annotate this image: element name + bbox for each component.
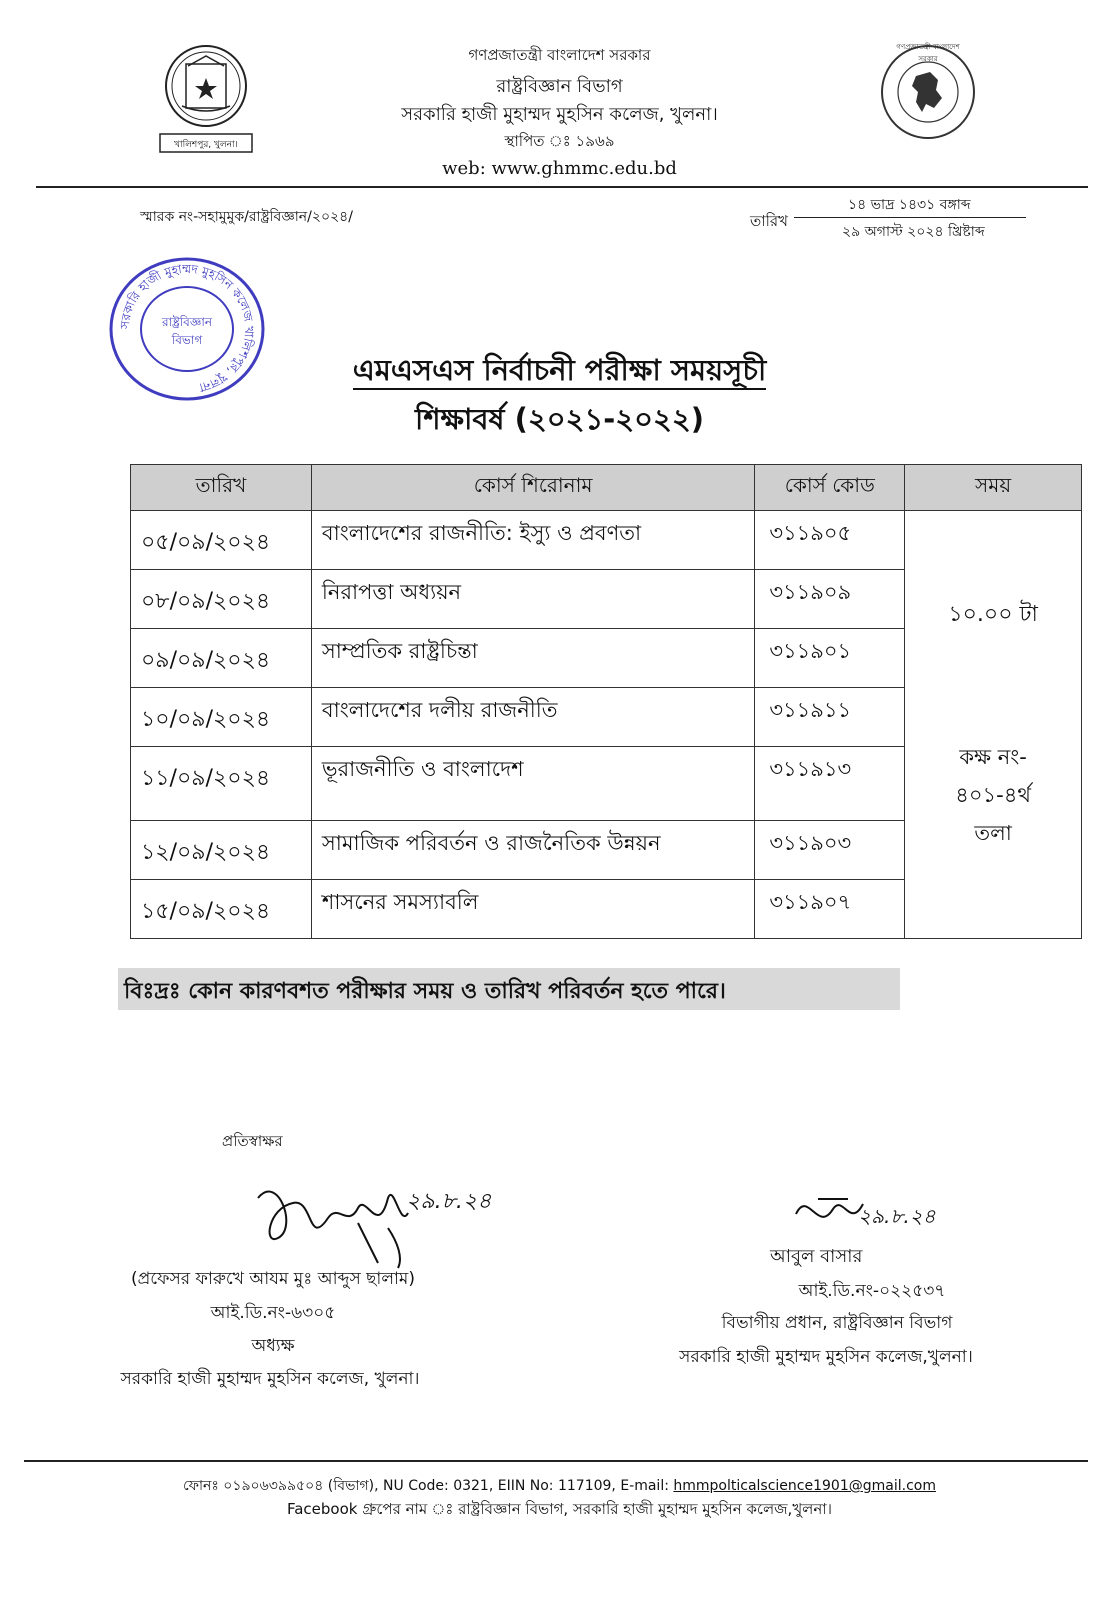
course-code: ৩১১৯০১ <box>755 629 905 688</box>
time-room-cell <box>905 511 1082 939</box>
course-title: ভূরাজনীতি ও বাংলাদেশ <box>311 747 754 821</box>
head-organization: সরকারি হাজী মুহাম্মদ মুহসিন কলেজ,খুলনা। <box>679 1347 973 1367</box>
principal-role: অধ্যক্ষ <box>251 1336 295 1356</box>
notice-banner: বিঃদ্রঃ কোন কারণবশত পরীক্ষার সময় ও তারিখ পরিবর্তন হতে পারে। <box>118 968 900 1010</box>
head-role: বিভাগীয় প্রধান, রাষ্ট্রবিজ্ঞান বিভাগ <box>721 1313 953 1333</box>
exam-date: ১২/০৯/২০২৪ <box>131 821 312 880</box>
date-gregorian: ২৯ অগাস্ট ২০২৪ খ্রিষ্টাব্দ <box>842 224 985 240</box>
exam-date: ০৮/০৯/২০২৪ <box>131 570 312 629</box>
footer-divider <box>24 1460 1088 1462</box>
course-title: বাংলাদেশের দলীয় রাজনীতি <box>311 688 754 747</box>
exam-date: ১০/০৯/২০২৪ <box>131 688 312 747</box>
page-title-text: এমএসএস নির্বাচনী পরীক্ষা সময়সূচী <box>353 353 767 390</box>
footer-contact-text: ফোনঃ ০১৯০৬৩৯৯৫০৪ (বিভাগ), NU Code: 0321, EIIN No: 117109, E-mail: <box>183 1478 674 1494</box>
exam-date: ১৫/০৯/২০২৪ <box>131 880 312 939</box>
course-code: ৩১১৯০৭ <box>755 880 905 939</box>
table-header-row <box>131 465 1082 511</box>
countersign-label: প্রতিস্বাক্ষর <box>222 1132 283 1150</box>
seal-text: গণপ্রজাতন্ত্রী বাংলাদেশ সরকার <box>896 43 960 63</box>
header-established: স্থাপিত ঃ ১৯৬৯ <box>504 132 615 150</box>
course-code: ৩১১৯১৩ <box>755 747 905 821</box>
stamp-center-line1: রাষ্ট্রবিজ্ঞান <box>162 315 212 329</box>
exam-date: ০৫/০৯/২০২৪ <box>131 511 312 570</box>
principal-name: (প্রফেসর ফারুখে আযম মুঃ আব্দুস ছালাম) <box>130 1269 416 1289</box>
footer-contact <box>0 1474 1119 1498</box>
head-signature <box>788 1184 963 1244</box>
head-id: আই.ডি.নং-০২২৫৩৭ <box>798 1281 946 1301</box>
date-label: তারিখ <box>750 212 788 230</box>
page-subtitle: শিক্ষাবর্ষ (২০২১-২০২২) <box>415 402 704 436</box>
principal-signature-date: ২৯.৮.২৪ <box>406 1189 492 1214</box>
exam-date: ১১/০৯/২০২৪ <box>131 747 312 821</box>
room-line-2: ৪০১-৪র্থ <box>955 783 1031 807</box>
exam-time: ১০.০০ টা <box>948 602 1038 627</box>
header-government: গণপ্রজাতন্ত্রী বাংলাদেশ সরকার <box>468 46 651 64</box>
header-date: তারিখ <box>131 465 312 511</box>
course-title: সাম্প্রতিক রাষ্ট্রচিন্তা <box>311 629 754 688</box>
date-bengali: ১৪ ভাদ্র ১৪৩১ বঙ্গাব্দ <box>848 197 971 213</box>
room-line-3: তলা <box>974 821 1012 845</box>
logo-caption: খালিশপুর, খুলনা। <box>174 140 238 150</box>
date-divider <box>794 217 1026 218</box>
head-signature-date: ২৯.৮.২৪ <box>858 1204 936 1228</box>
stamp-center-line2: বিভাগ <box>171 333 203 347</box>
course-code: ৩১১৯০৫ <box>755 511 905 570</box>
memo-reference: স্মারক নং-সহামুমুক/রাষ্ট্রবিজ্ঞান/২০২৪/ <box>140 209 353 225</box>
header-course-code: কোর্স কোড <box>755 465 905 511</box>
page-title <box>0 348 1119 397</box>
footer-email-link[interactable]: hmmpolticalscience1901@gmail.com <box>673 1478 936 1494</box>
header-website: web: www.ghmmc.edu.bd <box>442 158 677 179</box>
principal-organization: সরকারি হাজী মুহাম্মদ মুহসিন কলেজ, খুলনা। <box>120 1369 420 1389</box>
principal-signature <box>238 1168 508 1273</box>
exam-date: ০৯/০৯/২০২৪ <box>131 629 312 688</box>
table-row <box>131 511 1082 570</box>
header-department: রাষ্ট্রবিজ্ঞান বিভাগ <box>496 76 623 97</box>
course-code: ৩১১৯০৯ <box>755 570 905 629</box>
course-title: নিরাপত্তা অধ্যয়ন <box>311 570 754 629</box>
principal-id: আই.ডি.নং-৬৩০৫ <box>210 1303 336 1323</box>
course-code: ৩১১৯১১ <box>755 688 905 747</box>
header-college: সরকারি হাজী মুহাম্মদ মুহসিন কলেজ, খুলনা। <box>401 104 718 125</box>
header-divider <box>36 186 1088 188</box>
header-time: সময় <box>905 465 1082 511</box>
course-title: সামাজিক পরিবর্তন ও রাজনৈতিক উন্নয়ন <box>311 821 754 880</box>
course-code: ৩১১৯০৩ <box>755 821 905 880</box>
head-name: আবুল বাসার <box>770 1246 863 1267</box>
exam-schedule-table <box>130 464 1082 939</box>
stamp-ring-text: সরকারি হাজী মুহাম্মদ মুহসিন কলেজ খালিশপুর, খুলনা <box>117 261 257 395</box>
course-title: শাসনের সমস্যাবলি <box>311 880 754 939</box>
course-title: বাংলাদেশের রাজনীতি: ইস্যু ও প্রবণতা <box>311 511 754 570</box>
footer-facebook: Facebook গ্রুপের নাম ঃ রাষ্ট্রবিজ্ঞান বিভাগ, সরকারি হাজী মুহাম্মদ মুহসিন কলেজ,খুলনা। <box>286 1500 833 1518</box>
header-course-title: কোর্স শিরোনাম <box>311 465 754 511</box>
room-line-1: কক্ষ নং- <box>959 745 1027 769</box>
